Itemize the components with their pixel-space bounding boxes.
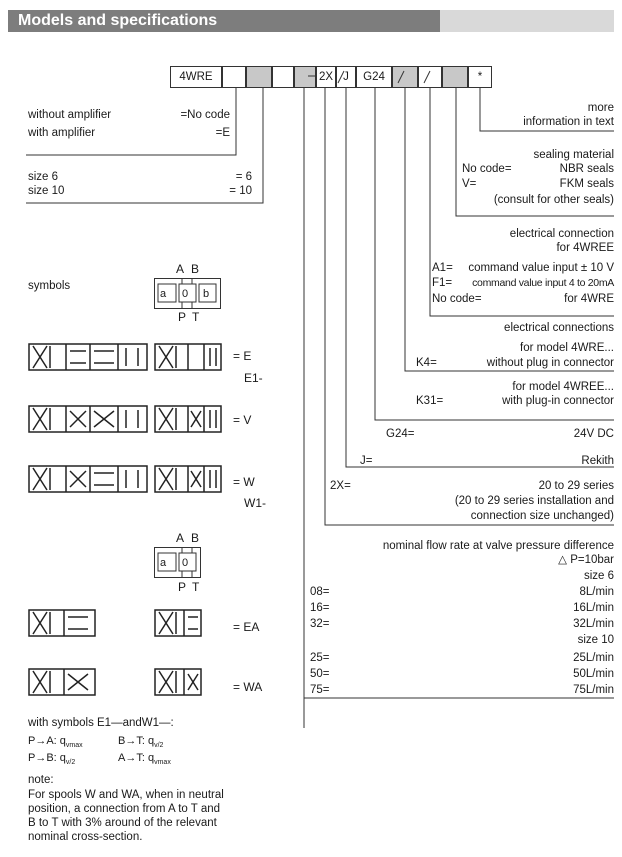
more-title: more <box>587 102 614 114</box>
g24-val: 24V DC <box>573 428 614 440</box>
code-box-series: 2X <box>316 66 336 88</box>
symbol-ea-large <box>28 609 96 637</box>
flow-row-1a: P→A: $q_{vmax}$ <box>28 735 83 749</box>
flow-val-50: 50L/min <box>573 668 614 680</box>
eq-e-label: = E <box>233 349 252 363</box>
note-line-4: nominal cross-section. <box>28 831 143 843</box>
port-t-label-2: T <box>192 580 200 594</box>
elec2-val-1: without plug in connector <box>486 357 614 369</box>
series-val-1: 20 to 29 series <box>538 480 614 492</box>
flow-key-75: 75= <box>310 684 330 696</box>
elec1-key-2: F1= <box>432 277 453 289</box>
sealing-note: (consult for other seals) <box>493 194 614 206</box>
note-line-3: B to T with 3% around of the relevant <box>28 817 217 829</box>
flow-val-16: 16L/min <box>573 602 614 614</box>
flow-key-32: 32= <box>310 618 330 630</box>
port-t-label: T <box>192 310 200 324</box>
sealing-key-2: V= <box>462 178 477 190</box>
code-box-type: 4WRE <box>170 66 222 88</box>
code-box-j: J <box>336 66 356 88</box>
symbol-w-large <box>28 465 148 493</box>
flow-dp: △ P=10bar <box>558 554 614 566</box>
amp-without-value: =No code <box>180 109 230 121</box>
symbol-w-small <box>154 465 222 493</box>
elec1-val-2: command value input 4 to 20mA <box>472 277 614 289</box>
elec1-val-3: for 4WRE <box>564 293 614 305</box>
elec1-title: electrical connection <box>509 228 614 240</box>
j-val: Rekith <box>581 455 614 467</box>
symbol-e-large <box>28 343 148 371</box>
code-box-voltage: G24 <box>356 66 392 88</box>
elec2-val-2: with plug-in connector <box>502 395 614 407</box>
eq-ea-label: = EA <box>233 620 260 634</box>
spool-a-2: a <box>160 557 167 569</box>
note-line-1: For spools W and WA, when in neutral <box>28 789 224 801</box>
flow-row-2b: A→T: $q_{vmax}$ <box>118 752 171 766</box>
e1-label: E1- <box>244 371 263 385</box>
size6-value: = 6 <box>235 171 252 183</box>
elec2-key-2: K31= <box>416 395 444 407</box>
elec1-sub: for 4WREE <box>556 242 614 254</box>
spool-a: a <box>160 288 167 300</box>
with-symbols-title: with symbols E1—andW1—: <box>28 717 174 729</box>
symbol-ea-small <box>154 609 202 637</box>
flow-title: nominal flow rate at valve pressure difference <box>382 540 614 552</box>
elec1-key-3: No code= <box>432 293 482 305</box>
sealing-val-2: FKM seals <box>559 178 614 190</box>
flow-key-50: 50= <box>310 668 330 680</box>
size6-label: size 6 <box>28 171 59 183</box>
more-sub: information in text <box>523 116 614 128</box>
spool-b: b <box>203 288 210 300</box>
elec1-key-1: A1= <box>432 262 453 274</box>
series-key: 2X= <box>330 480 351 492</box>
flow-row-2a: P→B: $q_{v/2}$ <box>28 752 76 766</box>
eq-w-label: = W <box>233 475 255 489</box>
flow-size6: size 6 <box>583 570 614 582</box>
sealing-val-1: NBR seals <box>559 163 614 175</box>
spool-0: 0 <box>182 288 189 300</box>
elec2-sub-1: for model 4WRE... <box>520 342 614 354</box>
flow-key-16: 16= <box>310 602 330 614</box>
symbols-label: symbols <box>28 280 71 292</box>
elec2-key-1: K4= <box>416 357 437 369</box>
size10-label: size 10 <box>28 185 65 197</box>
port-a-label-2: A <box>176 531 185 545</box>
sealing-key-1: No code= <box>462 163 512 175</box>
flow-key-25: 25= <box>310 652 330 664</box>
size10-value: = 10 <box>229 185 252 197</box>
eq-wa-label: = WA <box>233 680 263 694</box>
eq-v-label: = V <box>233 413 252 427</box>
w1-label: W1- <box>244 496 266 510</box>
port-b-label: B <box>191 262 200 276</box>
flow-size10: size 10 <box>577 634 614 646</box>
flow-val-25: 25L/min <box>573 652 614 664</box>
j-key: J= <box>360 455 373 467</box>
flow-val-32: 32L/min <box>573 618 614 630</box>
series-val-3: connection size unchanged) <box>470 510 614 522</box>
spool-0-2: 0 <box>182 557 189 569</box>
flow-row-1b: B→T: $q_{v/2}$ <box>118 735 164 749</box>
symbol-v-large <box>28 405 148 433</box>
flow-val-08: 8L/min <box>579 586 614 598</box>
code-box-more: * <box>468 66 492 88</box>
elec2-title: electrical connections <box>504 322 614 334</box>
sealing-title: sealing material <box>533 149 614 161</box>
amp-with-label: with amplifier <box>28 127 96 139</box>
elec1-val-1: command value input ± 10 V <box>468 262 614 274</box>
flow-val-75: 75L/min <box>573 684 614 696</box>
symbol-e-small <box>154 343 222 371</box>
elec2-sub-2: for model 4WREE... <box>512 381 614 393</box>
symbol-wa-large <box>28 668 96 696</box>
flow-key-08: 08= <box>310 586 330 598</box>
series-val-2: (20 to 29 series installation and <box>454 495 614 507</box>
port-p-label-2: P <box>178 580 187 594</box>
port-p-label: P <box>178 310 187 324</box>
amp-with-value: =E <box>215 127 230 139</box>
page-title: Models and specifications <box>18 12 218 29</box>
note-title: note: <box>28 774 54 786</box>
note-line-2: position, a connection from A to T and <box>28 803 221 815</box>
port-b-label-2: B <box>191 531 200 545</box>
symbol-v-small <box>154 405 222 433</box>
port-a-label: A <box>176 262 185 276</box>
symbol-wa-small <box>154 668 202 696</box>
amp-without-label: without amplifier <box>28 109 112 121</box>
g24-key: G24= <box>386 428 415 440</box>
